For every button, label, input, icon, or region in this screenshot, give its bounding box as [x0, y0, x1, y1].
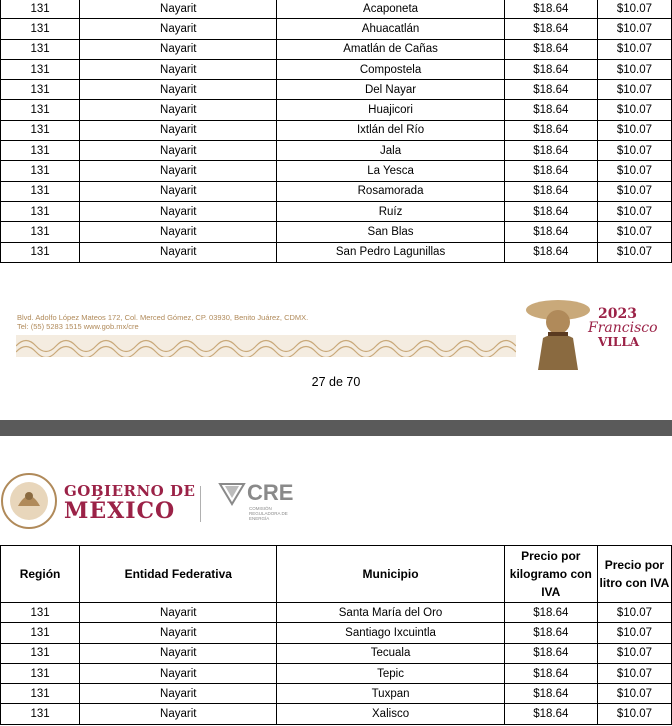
cell-region: 131	[1, 39, 80, 59]
table-row	[1, 242, 672, 262]
cell-entidad: Nayarit	[80, 643, 277, 663]
cell-municipio: Tecuala	[277, 643, 504, 663]
cell-precio-litro: $10.07	[597, 222, 671, 242]
cell-region: 131	[1, 663, 80, 683]
cell-municipio: Tepic	[277, 663, 504, 683]
villa-year: 2023	[598, 306, 637, 322]
francisco-villa-2023-logo	[518, 290, 668, 370]
logo-divider	[200, 486, 201, 522]
cell-precio-kg: $18.64	[504, 643, 597, 663]
cell-region: 131	[1, 141, 80, 161]
cell-region: 131	[1, 623, 80, 643]
cell-municipio: Huajicori	[277, 100, 504, 120]
villa-name-first: Francisco	[588, 320, 658, 336]
cell-region: 131	[1, 242, 80, 262]
table-row	[1, 120, 672, 140]
cell-precio-kg: $18.64	[504, 242, 597, 262]
cell-precio-kg: $18.64	[504, 684, 597, 704]
cell-region: 131	[1, 59, 80, 79]
cell-municipio: San Pedro Lagunillas	[277, 242, 504, 262]
cell-municipio: Rosamorada	[277, 181, 504, 201]
cell-entidad: Nayarit	[80, 19, 277, 39]
cre-label: CRE	[247, 480, 294, 505]
table-header-row	[1, 546, 672, 603]
table-row	[1, 603, 672, 623]
cell-precio-litro: $10.07	[597, 201, 671, 221]
cell-precio-litro: $10.07	[597, 161, 671, 181]
cell-entidad: Nayarit	[80, 120, 277, 140]
table-row	[1, 181, 672, 201]
cell-region: 131	[1, 161, 80, 181]
cell-region: 131	[1, 0, 80, 19]
cell-entidad: Nayarit	[80, 603, 277, 623]
cell-region: 131	[1, 100, 80, 120]
cell-precio-kg: $18.64	[504, 80, 597, 100]
cell-region: 131	[1, 181, 80, 201]
cell-precio-kg: $18.64	[504, 201, 597, 221]
cell-municipio: Amatlán de Cañas	[277, 39, 504, 59]
cell-entidad: Nayarit	[80, 222, 277, 242]
cell-precio-litro: $10.07	[597, 663, 671, 683]
header-precio-litro: Precio por litro con IVA	[597, 546, 671, 603]
cre-logo-icon	[218, 482, 246, 506]
cell-precio-litro: $10.07	[597, 603, 671, 623]
footer-address-line1: Blvd. Adolfo López Mateos 172, Col. Merced Gómez, CP. 03930, Benito Juárez, CDMX.	[17, 313, 309, 322]
cell-municipio: Santa María del Oro	[277, 603, 504, 623]
cell-precio-litro: $10.07	[597, 39, 671, 59]
cell-entidad: Nayarit	[80, 684, 277, 704]
page-number: 27 de 70	[311, 375, 361, 389]
cell-precio-kg: $18.64	[504, 603, 597, 623]
cell-precio-litro: $10.07	[597, 684, 671, 704]
table-row	[1, 59, 672, 79]
cell-precio-kg: $18.64	[504, 141, 597, 161]
footer-address	[17, 313, 308, 331]
cell-region: 131	[1, 684, 80, 704]
table-row	[1, 19, 672, 39]
cell-precio-kg: $18.64	[504, 0, 597, 19]
table-row	[1, 684, 672, 704]
cell-precio-litro: $10.07	[597, 19, 671, 39]
header-entidad: Entidad Federativa	[80, 546, 277, 603]
cell-precio-kg: $18.64	[504, 39, 597, 59]
table-row	[1, 623, 672, 643]
cell-precio-litro: $10.07	[597, 643, 671, 663]
cell-precio-kg: $18.64	[504, 663, 597, 683]
cell-precio-litro: $10.07	[597, 120, 671, 140]
cell-entidad: Nayarit	[80, 141, 277, 161]
cell-municipio: Jala	[277, 141, 504, 161]
cell-entidad: Nayarit	[80, 242, 277, 262]
cell-entidad: Nayarit	[80, 201, 277, 221]
table-row	[1, 201, 672, 221]
cell-region: 131	[1, 19, 80, 39]
table-row	[1, 222, 672, 242]
cell-precio-litro: $10.07	[597, 181, 671, 201]
cell-municipio: Del Nayar	[277, 80, 504, 100]
cell-municipio: Acaponeta	[277, 0, 504, 19]
villa-name-last: VILLA	[598, 335, 640, 349]
gobierno-line2: MÉXICO	[64, 498, 176, 524]
cell-entidad: Nayarit	[80, 80, 277, 100]
cell-precio-litro: $10.07	[597, 242, 671, 262]
cell-entidad: Nayarit	[80, 181, 277, 201]
cell-precio-litro: $10.07	[597, 623, 671, 643]
decorative-pattern-band	[16, 335, 516, 357]
mexico-coat-of-arms-icon	[0, 472, 58, 530]
cell-region: 131	[1, 603, 80, 623]
cell-precio-litro: $10.07	[597, 704, 671, 724]
table-row	[1, 39, 672, 59]
cell-municipio: San Blas	[277, 222, 504, 242]
cell-region: 131	[1, 120, 80, 140]
cell-region: 131	[1, 222, 80, 242]
cell-precio-kg: $18.64	[504, 120, 597, 140]
table-row	[1, 100, 672, 120]
header-region: Región	[1, 546, 80, 603]
cell-region: 131	[1, 704, 80, 724]
cell-precio-litro: $10.07	[597, 100, 671, 120]
cell-region: 131	[1, 201, 80, 221]
cell-region: 131	[1, 643, 80, 663]
cell-precio-litro: $10.07	[597, 80, 671, 100]
table-row	[1, 161, 672, 181]
cell-entidad: Nayarit	[80, 39, 277, 59]
cell-precio-kg: $18.64	[504, 59, 597, 79]
header-municipio: Municipio	[277, 546, 504, 603]
cell-precio-kg: $18.64	[504, 19, 597, 39]
page-separator	[0, 420, 672, 436]
table-row	[1, 0, 672, 19]
table-row	[1, 663, 672, 683]
cell-precio-kg: $18.64	[504, 222, 597, 242]
cell-municipio: Ixtlán del Río	[277, 120, 504, 140]
table-row	[1, 643, 672, 663]
price-table-page-27	[0, 0, 672, 263]
cell-precio-kg: $18.64	[504, 100, 597, 120]
price-table-page-28	[0, 545, 672, 725]
cell-entidad: Nayarit	[80, 704, 277, 724]
gobierno-line1: GOBIERNO DE	[64, 482, 196, 500]
table-row	[1, 141, 672, 161]
cell-entidad: Nayarit	[80, 100, 277, 120]
footer-address-line2: Tel: (55) 5283 1515 www.gob.mx/cre	[17, 322, 139, 331]
cell-precio-kg: $18.64	[504, 704, 597, 724]
cell-precio-kg: $18.64	[504, 623, 597, 643]
cell-municipio: Ahuacatlán	[277, 19, 504, 39]
cell-entidad: Nayarit	[80, 59, 277, 79]
cell-region: 131	[1, 80, 80, 100]
cell-municipio: Santiago Ixcuintla	[277, 623, 504, 643]
cell-precio-litro: $10.07	[597, 141, 671, 161]
cell-precio-kg: $18.64	[504, 161, 597, 181]
document-page-28	[0, 436, 672, 726]
cell-entidad: Nayarit	[80, 623, 277, 643]
cell-precio-litro: $10.07	[597, 59, 671, 79]
cell-entidad: Nayarit	[80, 663, 277, 683]
cell-entidad: Nayarit	[80, 161, 277, 181]
header-precio-kg: Precio por kilogramo con IVA	[504, 546, 597, 603]
cell-municipio: Ruíz	[277, 201, 504, 221]
cell-municipio: Compostela	[277, 59, 504, 79]
cell-entidad: Nayarit	[80, 0, 277, 19]
cell-municipio: Xalisco	[277, 704, 504, 724]
cell-municipio: Tuxpan	[277, 684, 504, 704]
table-row	[1, 80, 672, 100]
cell-precio-kg: $18.64	[504, 181, 597, 201]
cre-subtitle: COMISIÓN REGULADORA DE ENERGÍA	[249, 506, 288, 521]
cell-municipio: La Yesca	[277, 161, 504, 181]
table-row	[1, 704, 672, 724]
cell-precio-litro: $10.07	[597, 0, 671, 19]
